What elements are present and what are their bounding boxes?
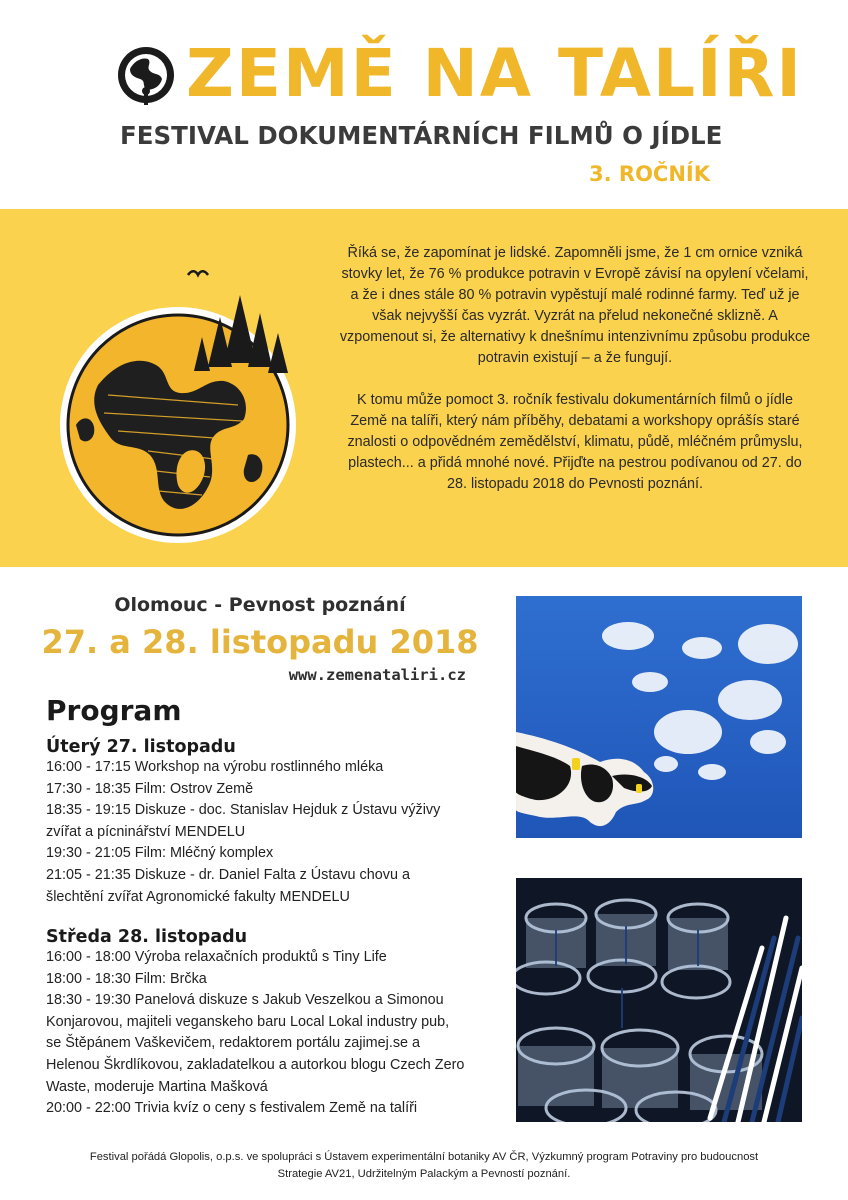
- schedule-item: 20:00 - 22:00 Trivia kvíz o ceny s festivalem Země na talíři: [46, 1100, 418, 1117]
- schedule-item: 21:05 - 21:35 Diskuze - dr. Daniel Falta z Ústavu chovu a šlechtění zvířat Agronomické fakulty MENDELU: [46, 866, 410, 905]
- schedule-item: 19:30 - 21:05 Film: Mléčný komplex: [46, 845, 274, 862]
- schedule-item: 18:00 - 18:30 Film: Brčka: [46, 970, 207, 987]
- day2-heading: Středa 28. listopadu: [46, 927, 248, 947]
- intro-text: [338, 243, 812, 553]
- day1-heading: Úterý 27. listopadu: [46, 737, 236, 757]
- venue-label: Olomouc - Pevnost poznání: [114, 594, 406, 616]
- edition-label: 3. ROČNÍK: [589, 162, 710, 186]
- intro-paragraph-1: Říká se, že zapomínat je lidské. Zapomněli jsme, že 1 cm ornice vzniká stovky let, že 76 % produkce potravin v Evropě závisí na opylení včelami, a že i dnes stále 80 % potravin vypěstují malé rodinné farmy. Teď už je však nejvyšší čas vyzrát. Vyzrát na přelud nekonečné sklizně. A vzpomenout si, že alternativy k dnešnímu intenzivnímu způsobu produkce potravin existují – a že fungují.: [339, 245, 811, 366]
- intro-paragraph-2: K tomu může pomoct 3. ročník festivalu dokumentárních filmů o jídle Země na talíři, který nám příběhy, debatami a workshopy oprášís staré znalosti o odpovědném zemědělství, klimatu, půdě, mléčném průmyslu, plastech... a přidá mnohé nové. Přijďte na pestrou podívanou od 27. do 28. listopadu 2018 do Pevnosti poznání.: [347, 392, 803, 492]
- schedule-item: 16:00 - 17:15 Workshop na výrobu rostlinného mléka: [46, 759, 384, 775]
- globe-illustration-icon: [38, 255, 318, 545]
- glass-jars-straws-photo: [516, 878, 802, 1122]
- globe-fork-logo-icon: [116, 45, 176, 105]
- schedule-item: 17:30 - 18:35 Film: Ostrov Země: [46, 780, 254, 797]
- program-title: Program: [46, 694, 182, 727]
- schedule-item: 16:00 - 18:00 Výroba relaxačních produktů s Tiny Life: [46, 949, 387, 965]
- festival-subtitle: FESTIVAL DOKUMENTÁRNÍCH FILMŮ O JÍDLE: [120, 121, 723, 150]
- cow-sky-photo: [516, 596, 802, 838]
- footer-line-2: Strategie AV21, Udržitelným Palackým a Pevností poznání.: [277, 1168, 571, 1180]
- intro-band: [0, 209, 848, 567]
- festival-title: ZEMĚ NA TALÍŘI: [186, 35, 803, 112]
- footer-line-1: Festival pořádá Glopolis, o.p.s. ve spolupráci s Ústavem experimentální botaniky AV ČR, Výzkumný program Potraviny pro budoucnost: [89, 1151, 759, 1163]
- schedule-item: 18:35 - 19:15 Diskuze - doc. Stanislav Hejduk z Ústavu výživy zvířat a pícninářství MENDELU: [46, 802, 441, 840]
- schedule-item: 18:30 - 19:30 Panelová diskuze s Jakub Veszelkou a Simonou Konjarovou, majiteli veganskeho baru Local Lokal industry pub, se Štěpánem Vaškevičem, redaktorem portálu zajimej.se a Helenou Škrdlíkovou, zakladatelkou a autorkou blogu Czech Zero Waste, moderuje Martina Mašková: [46, 992, 465, 1095]
- day1-schedule: [46, 757, 466, 908]
- event-dates: 27. a 28. listopadu 2018: [41, 623, 479, 661]
- website-link[interactable]: www.zemenataliri.cz: [288, 666, 466, 684]
- footer-credits: [20, 1149, 828, 1189]
- day2-schedule: [46, 947, 466, 1120]
